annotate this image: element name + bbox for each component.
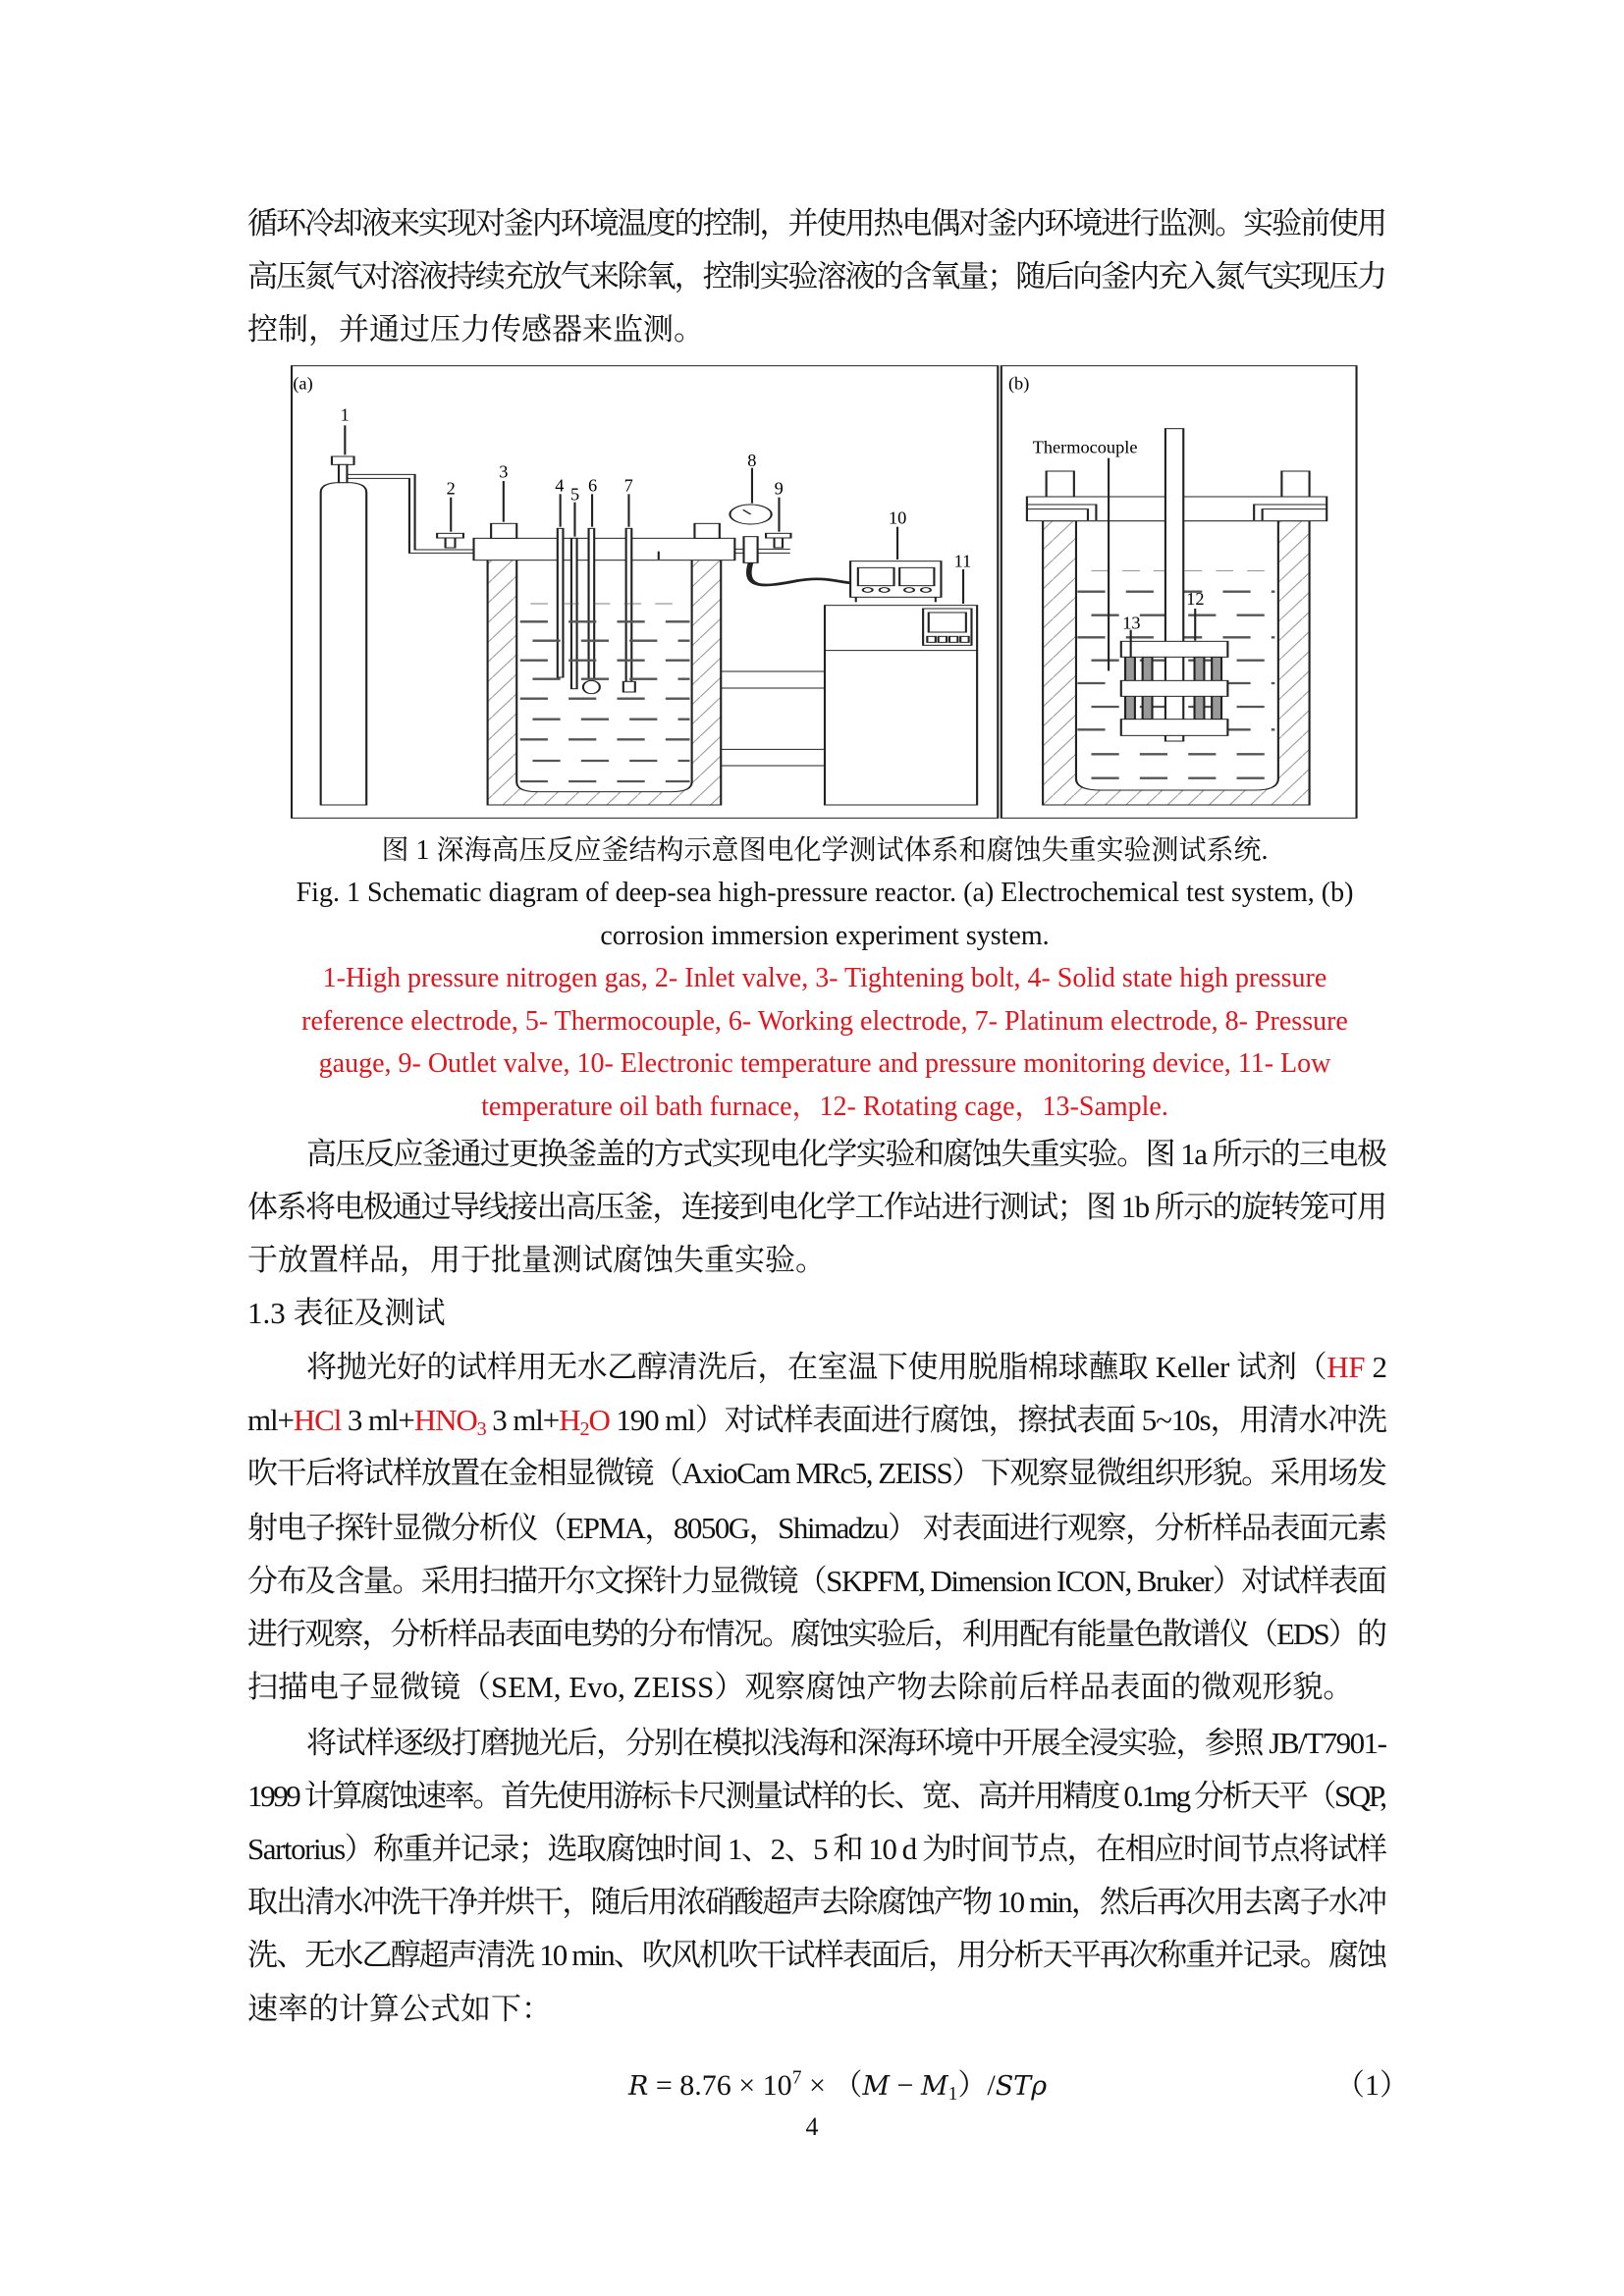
figure-caption-en: corrosion immersion experiment system.: [600, 921, 1050, 951]
reagent-hcl: HCl: [293, 1403, 342, 1437]
callout-12: 12: [1186, 588, 1205, 610]
figure-legend-line: reference electrode, 5- Thermocouple, 6- Working electrode, 7- Platinum electrode, 8- Pressure: [301, 1006, 1348, 1037]
body-line: 循环冷却液来实现对釜内环境温度的控制，并使用热电偶对釜内环境进行监测。实验前使用: [247, 206, 1385, 240]
var: STρ: [995, 2071, 1048, 2102]
callout-13: 13: [1122, 613, 1141, 633]
body-line: 高压氮气对溶液持续充放气来除氧，控制实验溶液的含氧量；随后向釜内充入氮气实现压力: [247, 259, 1385, 294]
body-line: 1999 计算腐蚀速率。首先使用游标卡尺测量试样的长、宽、高并用精度 0.1mg 分析天平（SQP,: [247, 1779, 1385, 1813]
oil-bath-furnace: [721, 606, 977, 805]
text: × （: [801, 2069, 863, 2102]
figure-legend-line: temperature oil bath furnace，12- Rotating cage，13-Sample.: [481, 1092, 1168, 1122]
body-line: 分布及含量。采用扫描开尔文探针力显微镜（SKPFM, Dimension ICON, Bruker）对试样表面: [247, 1564, 1386, 1598]
text: −: [890, 2069, 921, 2102]
body-line: 进行观察，分析样品表面电势的分布情况。腐蚀实验后，利用配有能量色散谱仪（EDS）的: [247, 1617, 1386, 1651]
callout-9: 9: [774, 478, 784, 499]
var: R: [628, 2071, 649, 2102]
reactor-schematic-figure: [285, 363, 1365, 834]
var: M: [862, 2071, 891, 2102]
page-number: 4: [805, 2112, 819, 2141]
corrosion-rate-formula: [628, 2060, 1047, 2104]
callout-5: 5: [569, 484, 580, 505]
callout-2: 2: [446, 478, 456, 499]
subscript: 1: [947, 2083, 958, 2105]
inlet-valve: [437, 533, 463, 548]
reagent-h2o: [559, 1403, 610, 1441]
body-line: 体系将电极通过导线接出高压釜，连接到电化学工作站进行测试；图 1b 所示的旋转笼可用: [247, 1190, 1386, 1224]
figure-legend-line: gauge, 9- Outlet valve, 10- Electronic temperature and pressure monitoring device, 11- Low: [318, 1048, 1331, 1079]
exponent: 7: [791, 2067, 802, 2089]
body-line: 吹干后将试样放置在金相显微镜（AxioCam MRc5, ZEISS）下观察显微组织形貌。采用场发: [247, 1456, 1386, 1490]
body-line: 高压反应釜通过更换釜盖的方式实现电化学实验和腐蚀失重实验。图 1a 所示的三电极: [306, 1137, 1386, 1171]
body-line: [247, 1401, 1387, 1440]
text: 190 ml）对试样表面进行腐蚀，擦拭表面 5~10s，用清水冲洗: [609, 1403, 1386, 1437]
pressure-gauge: [730, 505, 852, 585]
text: 3 ml+: [341, 1403, 414, 1437]
text: ml+: [247, 1403, 294, 1437]
body-line: 取出清水冲洗干净并烘干，随后用浓硝酸超声去除腐蚀产物 10 min，然后再次用去离子水冲: [247, 1885, 1386, 1919]
callout-1: 1: [340, 404, 350, 425]
text: 2: [1365, 1350, 1387, 1384]
equation-number: （1）: [1335, 2069, 1409, 2102]
callout-10: 10: [888, 507, 907, 528]
body-line: 于放置样品，用于批量测试腐蚀失重实验。: [247, 1243, 826, 1277]
subscript: 2: [579, 1418, 589, 1441]
thermocouple-label: Thermocouple: [1032, 437, 1138, 457]
text: = 8.76 × 10: [648, 2069, 792, 2102]
text: ）/: [957, 2069, 996, 2102]
figure-caption-zh: 图 1 深海高压反应釜结构示意图电化学测试体系和腐蚀失重实验测试系统.: [381, 835, 1269, 866]
text: H: [559, 1403, 580, 1437]
body-line: 洗、无水乙醇超声清洗 10 min、吹风机吹干试样表面后，用分析天平再次称重并记录。腐蚀: [247, 1938, 1386, 1972]
body-line: 速率的计算公式如下：: [247, 1992, 552, 2026]
body-line: [247, 1348, 1387, 1387]
callout-8: 8: [747, 450, 757, 471]
callout-3: 3: [499, 461, 509, 482]
callout-11: 11: [953, 551, 972, 571]
callout-4: 4: [555, 475, 565, 496]
subscript: 3: [476, 1418, 486, 1441]
body-line: 扫描电子显微镜（SEM, Evo, ZEISS）观察腐蚀产物去除前后样品表面的微观形貌。: [247, 1670, 1354, 1704]
text: O: [588, 1403, 610, 1437]
panel-b-label: (b): [1007, 373, 1030, 394]
section-heading: 1.3 表征及测试: [247, 1296, 446, 1330]
reagent-hf: HF: [1326, 1350, 1366, 1384]
monitoring-device: [850, 561, 941, 603]
body-line: 将试样逐级打磨抛光后，分别在模拟浅海和深海环境中开展全浸实验，参照 JB/T7901-: [306, 1726, 1386, 1760]
reagent-hno3: [413, 1403, 486, 1441]
text: 将抛光好的试样用无水乙醇清洗后，在室温下使用脱脂棉球蘸取 Keller 试剂（: [306, 1350, 1327, 1384]
figure-caption-en: Fig. 1 Schematic diagram of deep-sea high-pressure reactor. (a) Electrochemical test system, (b): [296, 878, 1354, 908]
text: 3 ml+: [485, 1403, 560, 1437]
panel-a-label: (a): [293, 373, 313, 394]
body-line: 控制，并通过压力传感器来监测。: [247, 312, 704, 347]
var: M: [920, 2071, 948, 2102]
figure-legend-line: 1-High pressure nitrogen gas, 2- Inlet valve, 3- Tightening bolt, 4- Solid state high pressure: [322, 963, 1327, 993]
callout-7: 7: [623, 475, 633, 496]
text: HNO: [413, 1403, 477, 1437]
callout-6: 6: [587, 475, 598, 496]
body-line: Sartorius）称重并记录；选取腐蚀时间 1、2、5 和 10 d 为时间节点，在相应时间节点将试样: [247, 1832, 1386, 1866]
body-line: 射电子探针显微分析仪（EPMA，8050G，Shimadzu） 对表面进行观察，分析样品表面元素: [247, 1511, 1386, 1545]
